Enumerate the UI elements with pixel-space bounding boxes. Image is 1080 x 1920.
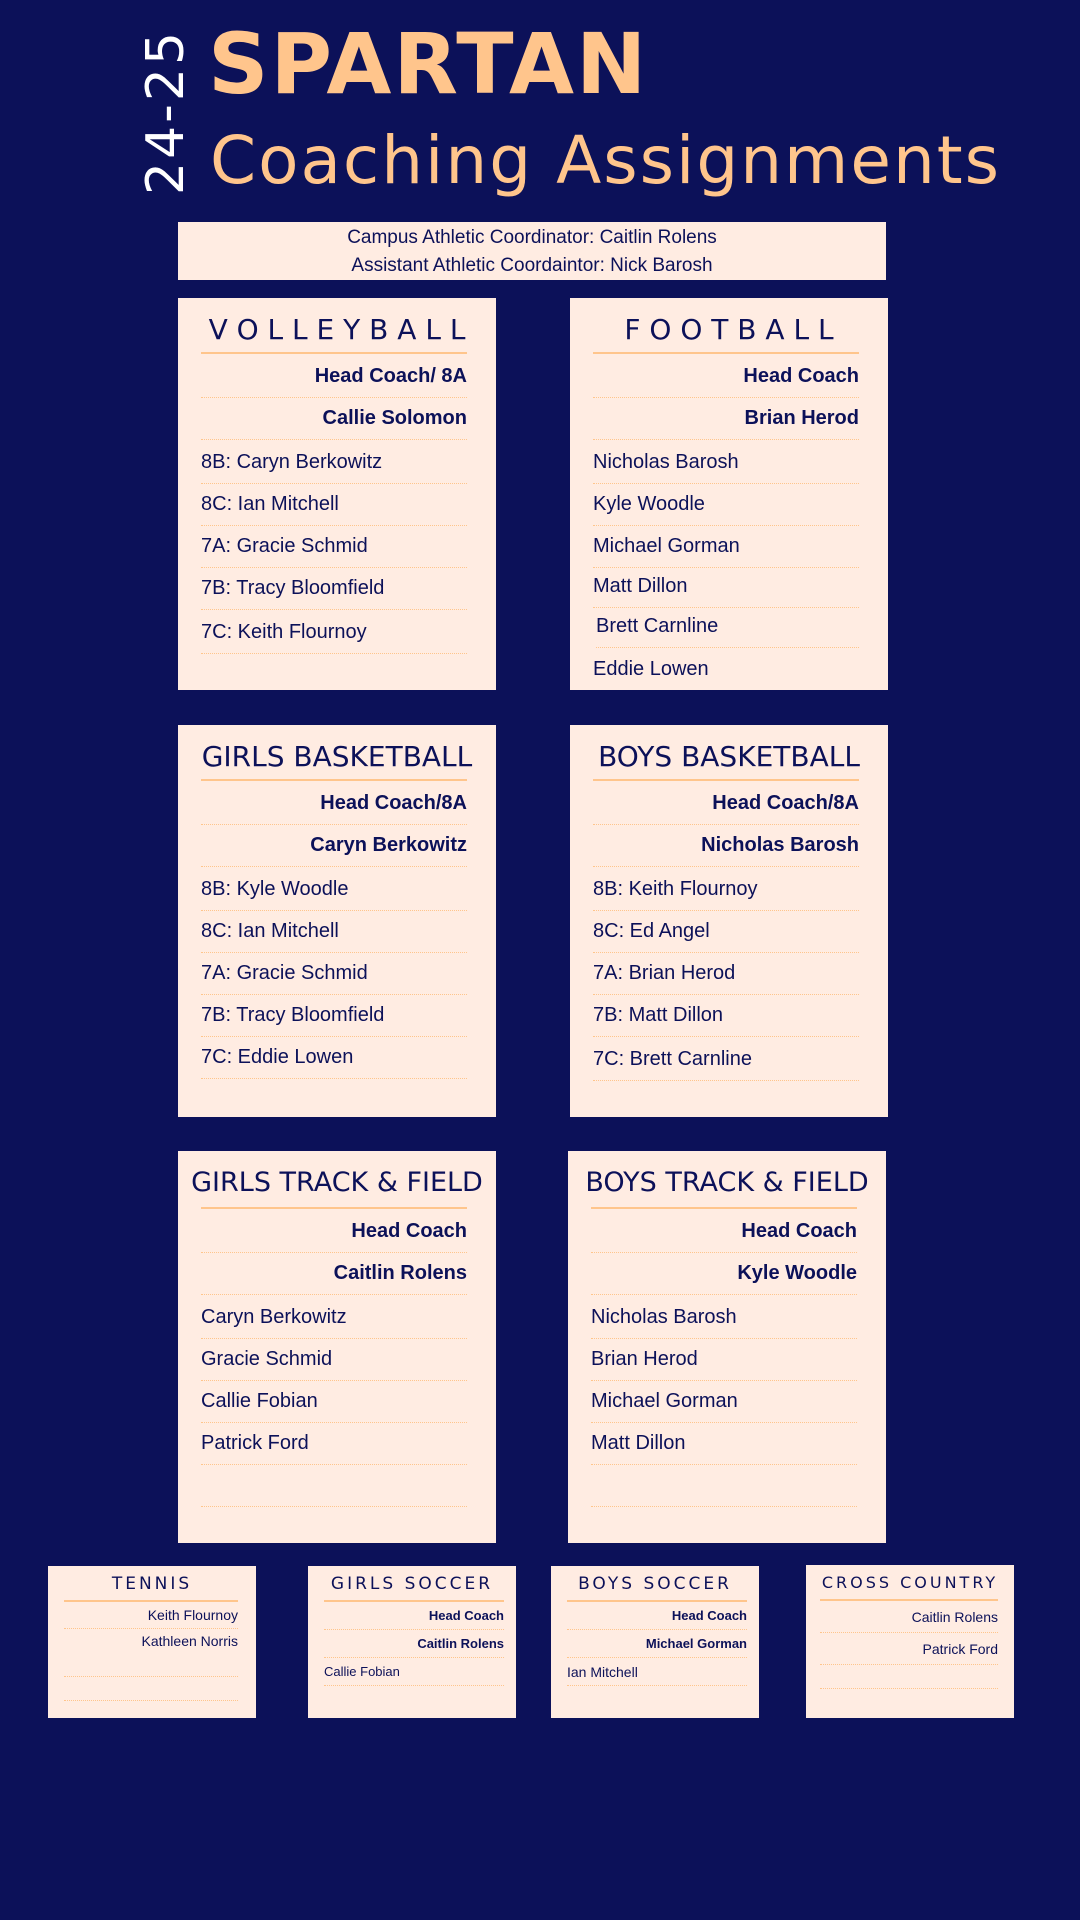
boys-soccer-card (551, 1566, 759, 1718)
list-item: 7A: Gracie Schmid (201, 953, 467, 995)
list-item: 8B: Keith Flournoy (593, 869, 859, 911)
list-item: Matt Dillon (591, 1423, 857, 1465)
list-item: Caryn Berkowitz (201, 1297, 467, 1339)
list-item: Michael Gorman (591, 1381, 857, 1423)
girls-track-card (178, 1151, 496, 1543)
list-item: 7B: Tracy Bloomfield (201, 568, 467, 610)
head-coach-name: Callie Solomon (201, 398, 467, 440)
list-item (820, 1665, 998, 1689)
card-title: F O O T B A L L (624, 313, 834, 346)
list-item: Kyle Woodle (593, 484, 859, 526)
title-rule (201, 352, 467, 354)
list-item: Ian Mitchell (567, 1658, 747, 1686)
list-item: 7C: Brett Carnline (593, 1039, 859, 1081)
head-coach-name: Caitlin Rolens (201, 1253, 467, 1295)
list-item: 7A: Gracie Schmid (201, 526, 467, 568)
card-title: GIRLS SOCCER (330, 1574, 494, 1594)
list-item: 8B: Kyle Woodle (201, 869, 467, 911)
card-title: GIRLS BASKETBALL (201, 740, 473, 773)
boys-basketball-card (570, 725, 888, 1117)
list-item: 7B: Tracy Bloomfield (201, 995, 467, 1037)
list-item: Brian Herod (591, 1339, 857, 1381)
head-coach-name: Caryn Berkowitz (201, 825, 467, 867)
list-item: 8B: Caryn Berkowitz (201, 442, 467, 484)
list-item: Keith Flournoy (64, 1602, 238, 1629)
list-item (591, 1465, 857, 1507)
list-item: Nicholas Barosh (591, 1297, 857, 1339)
list-item: Eddie Lowen (593, 657, 709, 680)
head-coach-label: Head Coach (567, 1602, 747, 1630)
coordinator-line: Campus Athletic Coordinator: Caitlin Rolens (347, 227, 717, 248)
card-title: BOYS SOCCER (578, 1574, 732, 1594)
list-item: Patrick Ford (201, 1423, 467, 1465)
title-rule (201, 1207, 467, 1209)
list-item (64, 1653, 238, 1677)
head-coach-name: Michael Gorman (567, 1630, 747, 1658)
list-item: 8C: Ian Mitchell (201, 484, 467, 526)
tennis-card (48, 1566, 256, 1718)
volleyball-card (178, 298, 496, 690)
card-title: GIRLS TRACK & FIELD (191, 1167, 483, 1198)
list-item: 7B: Matt Dillon (593, 995, 859, 1037)
list-item: 7C: Keith Flournoy (201, 612, 467, 654)
list-item: Brett Carnline (596, 606, 859, 648)
head-coach-name: Brian Herod (593, 398, 859, 440)
list-item: 8C: Ed Angel (593, 911, 859, 953)
list-item: Callie Fobian (201, 1381, 467, 1423)
title-rule (593, 779, 859, 781)
page-subtitle: Coaching Assignments (210, 122, 1002, 199)
list-item: Michael Gorman (593, 526, 859, 568)
head-coach-name: Kyle Woodle (591, 1253, 857, 1295)
head-coach-label: Head Coach/8A (201, 783, 467, 825)
card-title: TENNIS (111, 1574, 193, 1594)
card-title: CROSS COUNTRY (821, 1573, 999, 1592)
head-coach-name: Nicholas Barosh (593, 825, 859, 867)
list-item (64, 1677, 238, 1701)
cross-country-card (806, 1565, 1014, 1718)
list-item (201, 1465, 467, 1507)
head-coach-label: Head Coach/ 8A (201, 356, 467, 398)
coordinators-banner (178, 222, 886, 280)
list-item: Patrick Ford (820, 1633, 998, 1665)
list-item: Caitlin Rolens (820, 1601, 998, 1633)
assistant-coordinator-line: Assistant Athletic Coordaintor: Nick Barosh (351, 255, 713, 276)
head-coach-label: Head Coach (593, 356, 859, 398)
list-item: Kathleen Norris (141, 1633, 238, 1649)
list-item: 8C: Ian Mitchell (201, 911, 467, 953)
boys-track-card (568, 1151, 886, 1543)
football-card (570, 298, 888, 690)
list-item: Nicholas Barosh (593, 442, 859, 484)
head-coach-label: Head Coach (201, 1211, 467, 1253)
season-year: 24-25 (136, 28, 196, 195)
page-title: SPARTAN (208, 15, 649, 113)
title-rule (591, 1207, 857, 1209)
title-rule (593, 352, 859, 354)
title-rule (201, 779, 467, 781)
head-coach-name: Caitlin Rolens (324, 1630, 504, 1658)
list-item: 7A: Brian Herod (593, 953, 859, 995)
head-coach-label: Head Coach (591, 1211, 857, 1253)
girls-soccer-card (308, 1566, 516, 1718)
card-title: V O L L E Y B A L L (208, 313, 466, 346)
list-item: Matt Dillon (593, 566, 859, 608)
list-item: 7C: Eddie Lowen (201, 1037, 467, 1079)
list-item: Callie Fobian (324, 1658, 504, 1686)
head-coach-label: Head Coach (324, 1602, 504, 1630)
card-title: BOYS BASKETBALL (598, 740, 860, 773)
list-item: Gracie Schmid (201, 1339, 467, 1381)
card-title: BOYS TRACK & FIELD (585, 1167, 869, 1198)
girls-basketball-card (178, 725, 496, 1117)
head-coach-label: Head Coach/8A (593, 783, 859, 825)
